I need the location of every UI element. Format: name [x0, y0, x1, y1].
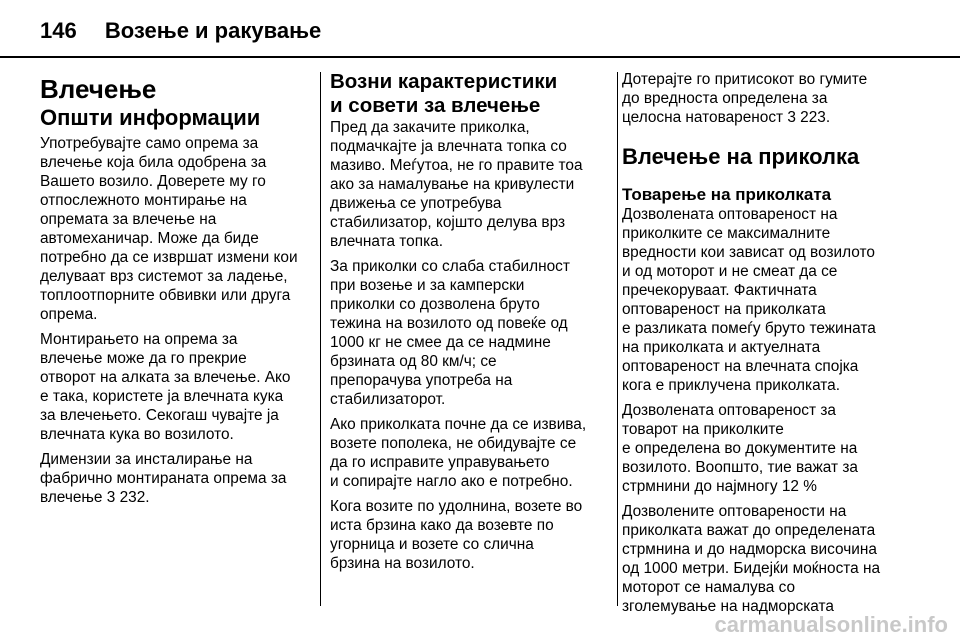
section-heading-general: Општи информации: [40, 105, 261, 130]
text-line: е определена во документите на: [622, 440, 858, 457]
section-heading-trailer-towing: Влечење на приколка: [622, 144, 860, 169]
column-divider-2: [617, 72, 618, 606]
paragraph: [622, 502, 912, 616]
column-1: [40, 70, 315, 513]
text-line: Кога возите по удолнина, возете во: [330, 498, 583, 515]
text-line: целосна натовареност 3 223.: [622, 109, 831, 126]
text-line: влечната топка.: [330, 233, 443, 250]
text-line: делуваат врз системот за ладење,: [40, 268, 288, 285]
text-line: автомеханичар. Може да биде: [40, 230, 259, 247]
paragraph: [330, 415, 612, 491]
text-line: возете пополека, не обидувајте се: [330, 435, 577, 452]
text-line: од 1000 метри. Бидејќи моќноста на: [622, 560, 881, 577]
text-line: препорачува употреба на: [330, 372, 513, 389]
text-line: е така, користете ја влечната кука: [40, 388, 284, 405]
text-line: ако за намалување на кривулести: [330, 176, 575, 193]
text-line: и совети за влечење: [330, 94, 541, 117]
text-line: фабрично монтираната опрема за: [40, 470, 287, 487]
text-line: приколки со дозволена бруто: [330, 296, 540, 313]
text-line: 1000 кг не смее да се надмине: [330, 334, 551, 351]
paragraph: [40, 330, 315, 444]
text-line: товарот на приколките: [622, 421, 784, 438]
paragraph: [40, 134, 315, 324]
text-line: иста брзина како да возевте по: [330, 517, 554, 534]
paragraph: [330, 497, 612, 573]
text-line: приколките се максималните: [622, 225, 831, 242]
text-line: мазиво. Меѓутоа, не го правите тоа: [330, 157, 583, 174]
page-number: 146: [40, 18, 77, 43]
column-2: [330, 70, 612, 579]
watermark: carmanualsonline.info: [714, 612, 948, 637]
text-line: тежина на возилото од повеќе од: [330, 315, 568, 332]
column-3: [622, 70, 912, 622]
text-line: Дозволените оптоварености на: [622, 503, 847, 520]
paragraph: [622, 205, 912, 395]
text-line: опрема.: [40, 306, 98, 323]
text-line: Возни карактеристики: [330, 70, 558, 93]
text-line: стрмнина и до надморска височина: [622, 541, 877, 558]
text-line: Ако приколката почне да се извива,: [330, 416, 587, 433]
text-line: влечење 3 232.: [40, 489, 150, 506]
subsection-heading-trailer-loads: Товарење на приколката: [622, 185, 832, 204]
text-line: движења се употребува: [330, 195, 502, 212]
text-line: и од моторот и не смеат да се: [622, 263, 838, 280]
text-line: пречекоруваат. Фактичната: [622, 282, 817, 299]
text-line: подмачкајте ја влечната топка со: [330, 138, 567, 155]
text-line: кога е приклучена приколката.: [622, 377, 841, 394]
chapter-heading: Влечење: [40, 74, 157, 104]
page-header: [40, 16, 321, 46]
text-line: стабилизатор, којшто делува врз: [330, 214, 566, 231]
text-line: брзината од 80 км/ч; се: [330, 353, 497, 370]
paragraph: [330, 257, 612, 409]
text-line: потребно да се извршат измени кои: [40, 249, 298, 266]
text-line: да го исправите управувањето: [330, 454, 550, 471]
text-line: брзина на возилото.: [330, 555, 475, 572]
text-line: Дозволената оптовареност за: [622, 402, 836, 419]
text-line: влечење може да го прекрие: [40, 350, 247, 367]
text-line: оптовареност на приколката: [622, 301, 826, 318]
text-line: влечење која била одобрена за: [40, 154, 267, 171]
text-line: Димензии за инсталирање на: [40, 451, 253, 468]
text-line: стрмнини до најмногу 12 %: [622, 478, 817, 495]
text-line: приколката важат до определената: [622, 522, 876, 539]
paragraph: [622, 401, 912, 496]
text-line: влечната кука во возилото.: [40, 426, 234, 443]
text-line: Дозволената оптовареност на: [622, 206, 838, 223]
paragraph: [622, 70, 912, 127]
text-line: Монтирањето на опрема за: [40, 331, 238, 348]
text-line: Употребувајте само опрема за: [40, 135, 259, 152]
text-line: отпослежното монтирање на: [40, 192, 247, 209]
text-line: опремата за влечење на: [40, 211, 217, 228]
text-line: за влечењето. Секогаш чувајте ја: [40, 407, 279, 424]
text-line: при возење и за камперски: [330, 277, 525, 294]
page-section-title: Возење и ракување: [104, 18, 322, 43]
text-line: вредности кои зависат од возилото: [622, 244, 875, 261]
text-line: стабилизаторот.: [330, 391, 446, 408]
text-line: е разликата помеѓу бруто тежината: [622, 320, 876, 337]
text-line: Вашето возило. Доверете му го: [40, 173, 266, 190]
text-line: возилото. Воопшто, тие важат за: [622, 459, 858, 476]
text-line: зголемување на надморската: [622, 598, 834, 615]
text-line: до вредноста определена за: [622, 90, 828, 107]
text-line: угорница и возете со слична: [330, 536, 534, 553]
text-line: на приколката и актуелната: [622, 339, 821, 356]
text-line: оптовареност на влечната спојка: [622, 358, 859, 375]
text-line: Дотерајте го притисокот во гумите: [622, 71, 868, 88]
section-heading-driving-tips: [330, 70, 612, 118]
text-line: и сопирајте нагло ако е потребно.: [330, 473, 573, 490]
paragraph: [330, 118, 612, 251]
text-line: отворот на алката за влечење. Ако: [40, 369, 291, 386]
text-line: Пред да закачите приколка,: [330, 119, 530, 136]
text-line: моторот се намалува со: [622, 579, 796, 596]
text-line: топлоотпорните обвивки или друга: [40, 287, 291, 304]
paragraph: [40, 450, 315, 507]
header-rule: [0, 56, 960, 58]
text-line: За приколки со слаба стабилност: [330, 258, 570, 275]
column-divider-1: [320, 72, 321, 606]
